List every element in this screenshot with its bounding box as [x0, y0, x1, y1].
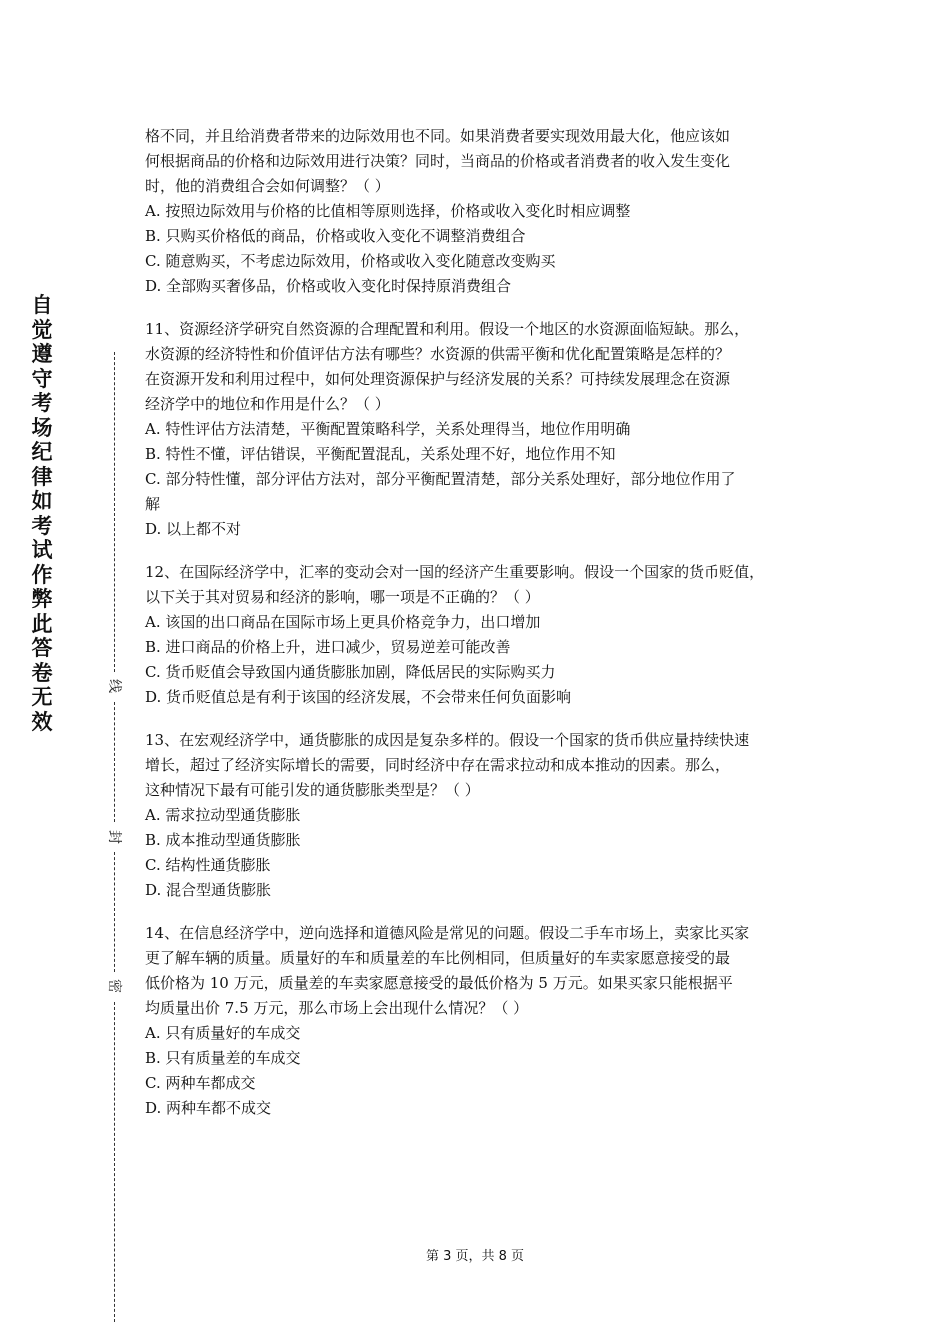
page-number: 第 3 页，共 8 页: [425, 1249, 525, 1264]
question-text-line: 何根据商品的价格和边际效用进行决策？同时，当商品的价格或者消费者的收入发生变化: [145, 152, 731, 170]
option-b: B. 只有质量差的车成交: [145, 1049, 301, 1067]
option-d: D. 两种车都不成交: [145, 1099, 272, 1117]
question-text-line: 均质量出价 7.5 万元，那么市场上会出现什么情况？（ ）: [145, 999, 529, 1017]
option-d: D. 货币贬值总是有利于该国的经济发展，不会带来任何负面影响: [145, 688, 572, 706]
option-b: B. 成本推动型通货膨胀: [145, 831, 301, 849]
option-c: C. 两种车都成交: [145, 1074, 256, 1092]
option-c: C. 部分特性懂，部分评估方法对，部分平衡配置清楚，部分关系处理好，部分地位作用了: [145, 470, 736, 488]
question-text-line: 增长，超过了经济实际增长的需要，同时经济中存在需求拉动和成本推动的因素。那么，: [145, 756, 731, 774]
question-text-line: 时，他的消费组合会如何调整？（ ）: [145, 177, 390, 195]
question-text-line: 在资源开发和利用过程中，如何处理资源保护与经济发展的关系？可持续发展理念在资源: [145, 370, 731, 388]
question-14: [145, 921, 835, 1121]
question-13: [145, 728, 835, 903]
option-d: D. 以上都不对: [145, 520, 242, 538]
binding-dash-segment: [114, 352, 115, 672]
option-c: C. 随意购买，不考虑边际效用，价格或收入变化随意改变购买: [145, 252, 556, 270]
binding-label-xian: 线: [106, 679, 122, 693]
question-text-line: 格不同，并且给消费者带来的边际效用也不同。如果消费者要实现效用最大化，他应该如: [145, 127, 731, 145]
question-text-line: 12、在国际经济学中，汇率的变动会对一国的经济产生重要影响。假设一个国家的货币贬值，: [145, 563, 765, 581]
question-text-line: 经济学中的地位和作用是什么？（ ）: [145, 395, 390, 413]
option-a: A. 特性评估方法清楚，平衡配置策略科学，关系处理得当，地位作用明确: [145, 420, 631, 438]
option-c: C. 货币贬值会导致国内通货膨胀加剧，降低居民的实际购买力: [145, 663, 556, 681]
question-content: [145, 124, 835, 1121]
question-text-line: 以下关于其对贸易和经济的影响，哪一项是不正确的？（ ）: [145, 588, 540, 606]
question-text-line: 水资源的经济特性和价值评估方法有哪些？水资源的供需平衡和优化配置策略是怎样的？: [145, 345, 731, 363]
option-b: B. 特性不懂，评估错误，平衡配置混乱，关系处理不好，地位作用不知: [145, 445, 616, 463]
question-text-line: 这种情况下最有可能引发的通货膨胀类型是？（ ）: [145, 781, 480, 799]
question-text-line: 11、资源经济学研究自然资源的合理配置和利用。假设一个地区的水资源面临短缺。那么，: [145, 320, 750, 338]
option-b: B. 只购买价格低的商品，价格或收入变化不调整消费组合: [145, 227, 526, 245]
binding-label-feng: 封: [106, 830, 122, 844]
option-d: D. 混合型通货膨胀: [145, 881, 272, 899]
question-12: [145, 560, 835, 710]
exam-discipline-notice: 自觉遵守考场纪律如考试作弊此答卷无效: [31, 293, 53, 734]
question-text-line: 14、在信息经济学中，逆向选择和道德风险是常见的问题。假设二手车市场上，卖家比买家: [145, 924, 750, 942]
option-a: A. 按照边际效用与价格的比值相等原则选择，价格或收入变化时相应调整: [145, 202, 631, 220]
binding-dash-segment: [114, 702, 115, 822]
binding-label-mi: 密: [106, 979, 122, 993]
option-a: A. 只有质量好的车成交: [145, 1024, 301, 1042]
option-b: B. 进口商品的价格上升，进口减少，贸易逆差可能改善: [145, 638, 511, 656]
binding-dash-segment: [114, 1002, 115, 1322]
option-a: A. 需求拉动型通货膨胀: [145, 806, 301, 824]
binding-line: [102, 352, 128, 1322]
question-text-line: 13、在宏观经济学中，通货膨胀的成因是复杂多样的。假设一个国家的货币供应量持续快速: [145, 731, 750, 749]
question-text-line: 低价格为 10 万元，质量差的车卖家愿意接受的最低价格为 5 万元。如果买家只能根据平: [145, 974, 733, 992]
option-c: C. 结构性通货膨胀: [145, 856, 271, 874]
option-d: D. 全部购买奢侈品，价格或收入变化时保持原消费组合: [145, 277, 512, 295]
question-11: [145, 317, 835, 542]
question-text-line: 更了解车辆的质量。质量好的车和质量差的车比例相同，但质量好的车卖家愿意接受的最: [145, 949, 731, 967]
binding-dash-segment: [114, 852, 115, 972]
question-continued: [145, 124, 835, 299]
option-c-continued: 解: [145, 495, 161, 513]
option-a: A. 该国的出口商品在国际市场上更具价格竞争力，出口增加: [145, 613, 541, 631]
